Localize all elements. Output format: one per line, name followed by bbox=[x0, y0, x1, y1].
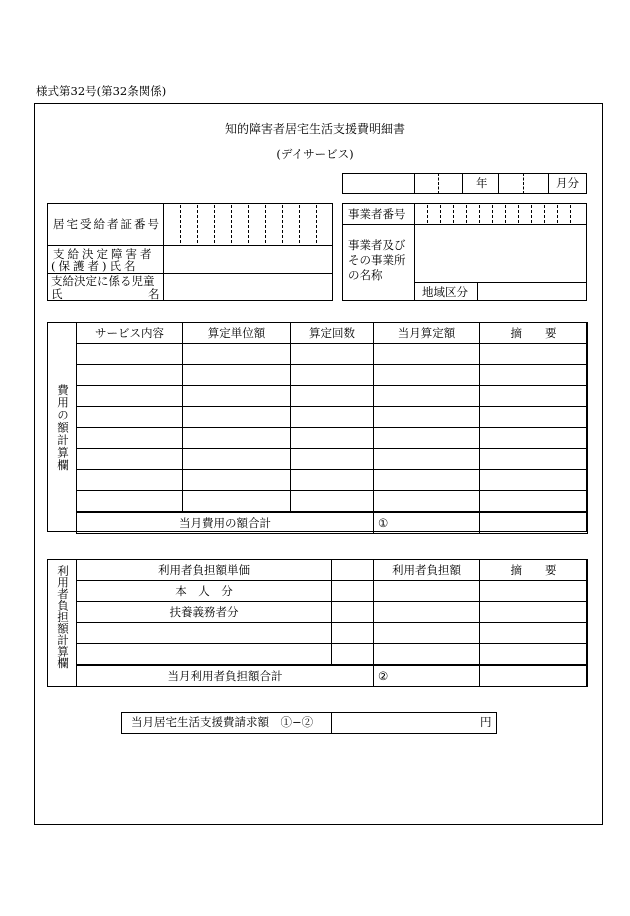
cell[interactable] bbox=[480, 365, 588, 386]
provider-name-label-2: その事業所 bbox=[348, 253, 406, 267]
cell[interactable] bbox=[77, 470, 183, 491]
claim-unit: 円 bbox=[480, 715, 492, 729]
cell[interactable] bbox=[480, 470, 588, 491]
cell[interactable] bbox=[374, 623, 480, 644]
child-label-1: 支給決定に係る児童 bbox=[51, 274, 155, 288]
header-burden-unit: 利用者負担額単価 bbox=[77, 560, 332, 581]
table-row bbox=[77, 644, 588, 666]
cell[interactable] bbox=[480, 644, 588, 666]
cell[interactable] bbox=[183, 365, 291, 386]
header-monthly: 当月算定額 bbox=[374, 323, 480, 344]
table-row bbox=[77, 602, 588, 623]
cell[interactable] bbox=[480, 407, 588, 428]
cell[interactable] bbox=[77, 428, 183, 449]
header-burden-note: 摘 要 bbox=[480, 560, 588, 581]
burden-side-label: 利用者負担額計算欄 bbox=[56, 565, 70, 669]
cell[interactable] bbox=[291, 470, 374, 491]
year-label: 年 bbox=[476, 176, 488, 190]
cell[interactable] bbox=[374, 365, 480, 386]
table-row bbox=[77, 470, 588, 491]
cell[interactable] bbox=[291, 491, 374, 513]
cell[interactable] bbox=[77, 365, 183, 386]
cost-table bbox=[76, 322, 588, 534]
cell[interactable] bbox=[480, 449, 588, 470]
cell[interactable] bbox=[480, 602, 588, 623]
cell[interactable] bbox=[77, 386, 183, 407]
cell[interactable] bbox=[480, 581, 588, 602]
cell[interactable] bbox=[374, 581, 480, 602]
provider-name-label-3: の名称 bbox=[348, 268, 383, 282]
cell[interactable] bbox=[183, 449, 291, 470]
burden-table bbox=[76, 559, 588, 687]
cell[interactable] bbox=[374, 386, 480, 407]
child-label-2b: 名 bbox=[148, 287, 160, 301]
cell[interactable] bbox=[183, 428, 291, 449]
header-count: 算定回数 bbox=[291, 323, 374, 344]
cell[interactable] bbox=[480, 386, 588, 407]
burden-total-note[interactable] bbox=[480, 665, 588, 687]
table-row bbox=[77, 386, 588, 407]
cell[interactable] bbox=[77, 449, 183, 470]
form-title: 知的障害者居宅生活支援費明細書 bbox=[224, 122, 405, 136]
table-row bbox=[77, 407, 588, 428]
cell[interactable] bbox=[183, 470, 291, 491]
cell[interactable] bbox=[374, 470, 480, 491]
cell[interactable] bbox=[291, 407, 374, 428]
cell[interactable] bbox=[480, 344, 588, 365]
burden-total-label: 当月利用者負担額合計 bbox=[77, 665, 374, 687]
table-row bbox=[77, 428, 588, 449]
cell[interactable] bbox=[374, 491, 480, 513]
header-note: 摘 要 bbox=[480, 323, 588, 344]
header-unit: 算定単位額 bbox=[183, 323, 291, 344]
header-blank bbox=[332, 560, 374, 581]
month-label: 月分 bbox=[556, 176, 579, 190]
form-number: 様式第32号(第32条関係) bbox=[36, 84, 167, 98]
cell[interactable] bbox=[291, 449, 374, 470]
cell[interactable] bbox=[480, 428, 588, 449]
burden-total-mark[interactable]: ② bbox=[374, 665, 480, 687]
cell[interactable] bbox=[374, 428, 480, 449]
table-row bbox=[77, 365, 588, 386]
cell[interactable] bbox=[183, 407, 291, 428]
cell[interactable] bbox=[77, 344, 183, 365]
cost-total-mark[interactable]: ① bbox=[374, 512, 480, 534]
cell[interactable] bbox=[77, 491, 183, 513]
table-row bbox=[77, 449, 588, 470]
burden-header-row bbox=[77, 560, 588, 581]
provider-name-label-1: 事業者及び bbox=[348, 238, 406, 252]
guardian-label-2: (保護者)氏名 bbox=[51, 259, 139, 273]
cell[interactable] bbox=[332, 623, 374, 644]
cell[interactable] bbox=[291, 428, 374, 449]
provider-number-label: 事業者番号 bbox=[348, 207, 406, 221]
cell[interactable] bbox=[291, 344, 374, 365]
cost-total-note[interactable] bbox=[480, 512, 588, 534]
header-service: サービス内容 bbox=[77, 323, 183, 344]
cert-number-label: 居宅受給者証番号 bbox=[53, 217, 161, 231]
cell[interactable] bbox=[374, 602, 480, 623]
guardian-label-1: 支給決定障害者 bbox=[53, 247, 155, 261]
cell[interactable] bbox=[480, 623, 588, 644]
form-subtitle: (デイサービス) bbox=[276, 147, 354, 161]
cell[interactable] bbox=[183, 491, 291, 513]
cell[interactable] bbox=[183, 386, 291, 407]
burden-total-row bbox=[77, 665, 588, 687]
cell[interactable] bbox=[480, 491, 588, 513]
cell[interactable] bbox=[291, 386, 374, 407]
cell[interactable] bbox=[332, 581, 374, 602]
child-label-2a: 氏 bbox=[51, 287, 63, 301]
cell[interactable] bbox=[77, 644, 332, 666]
cost-total-row bbox=[77, 512, 588, 534]
cell[interactable] bbox=[374, 449, 480, 470]
cell[interactable] bbox=[291, 365, 374, 386]
cell[interactable] bbox=[374, 344, 480, 365]
cost-header-row bbox=[77, 323, 588, 344]
table-row bbox=[77, 581, 588, 602]
table-row bbox=[77, 491, 588, 513]
claim-label: 当月居宅生活支援費請求額 ①−② bbox=[131, 715, 314, 729]
row-support-label: 扶養義務者分 bbox=[77, 602, 332, 623]
cell[interactable] bbox=[77, 623, 332, 644]
header-burden-amount: 利用者負担額 bbox=[374, 560, 480, 581]
cell[interactable] bbox=[374, 407, 480, 428]
table-row bbox=[77, 344, 588, 365]
region-label: 地域区分 bbox=[422, 285, 468, 299]
cell[interactable] bbox=[374, 644, 480, 666]
cell[interactable] bbox=[332, 644, 374, 666]
cell[interactable] bbox=[183, 344, 291, 365]
cost-total-label: 当月費用の額合計 bbox=[77, 512, 374, 534]
cost-side-label: 費用の額計算欄 bbox=[56, 384, 70, 472]
cell[interactable] bbox=[77, 407, 183, 428]
row-self-label: 本 人 分 bbox=[77, 581, 332, 602]
cell[interactable] bbox=[332, 602, 374, 623]
table-row bbox=[77, 623, 588, 644]
